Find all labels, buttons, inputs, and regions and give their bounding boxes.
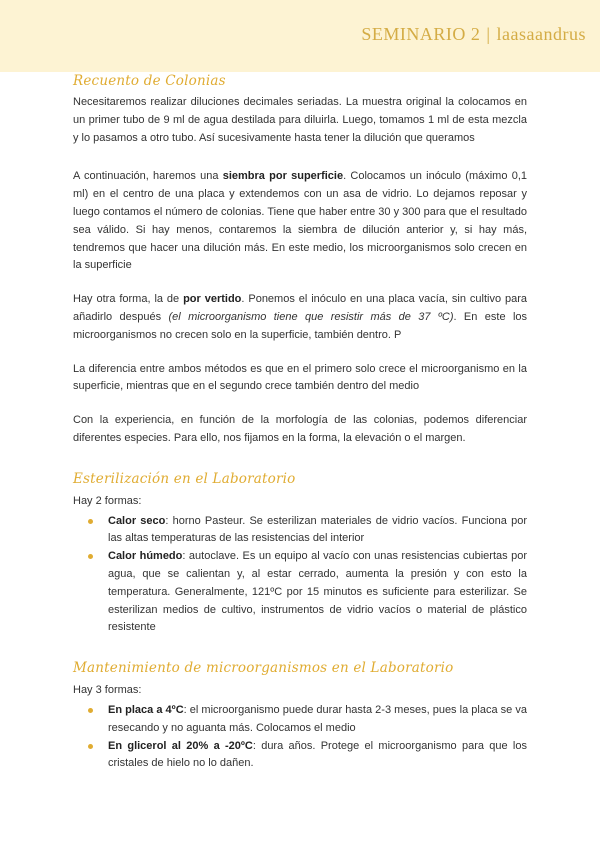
paragraph-experiencia: Con la experiencia, en función de la morfología de las colonias, podemos diferenciar diferentes especies. Para ello, nos fijamos en la forma, la elevación o el margen. [73,414,527,444]
term-siembra-superficie: siembra por superficie [222,170,344,183]
list-item: En placa a 4ºC: el microorganismo puede durar hasta 2-3 meses, pues la placa se va resecando y no aguanta más. Colocamos el medio [73,702,527,738]
heading-esterilizacion: Esterilización en el Laboratorio [73,470,296,487]
paragraph-diferencia: La diferencia entre ambos métodos es que en el primero solo crece el microorganismo en la superficie, mientras que en el segundo crece también dentro del medio [73,362,527,393]
heading-mantenimiento: Mantenimiento de microorganismos en el Laboratorio [73,660,454,677]
list-item: Calor seco: horno Pasteur. Se esterilizan materiales de vidrio vacíos. Funciona por las altas temperaturas de las resistencias del interior [73,513,527,549]
mantenimiento-intro: Hay 3 formas: [73,684,142,697]
heading-recuento: Recuento de Colonias [73,73,226,89]
author-name: laasaandrus [496,24,586,44]
list-item: Calor húmedo: autoclave. Es un equipo al vacío con unas resistencias cubiertas por agua, que se calientan y, al estar cerrado, aumenta la presión y con esto la temperatura. Generalmente, 121ºC por 15 minutos es suficiente para esterilizar. Se esterilizan medios de cultivo, instrumentos de vidrio vacíos o material de plástico resistente [73,548,527,637]
document-body [73,73,527,773]
bullet-icon [88,744,93,749]
esterilizacion-list [73,513,527,638]
term-por-vertido: por vertido [183,293,242,306]
paragraph-diluciones: Necesitaremos realizar diluciones decimales seriadas. La muestra original la colocamos en un primer tubo de 9 ml de agua destilada para diluirla. Luego, tomamos 1 ml de esta mezcla y lo pasamos a otro tubo. Así sucesivamente hasta tener la dilución que queramos [73,96,527,144]
bullet-icon [88,708,93,713]
header-separator: | [486,24,491,44]
bullet-icon [88,554,93,559]
list-item: En glicerol al 20% a -20ºC: dura años. Protege el microorganismo para que los cristales de hielo no lo dañen. [73,738,527,774]
esterilizacion-intro: Hay 2 formas: [73,494,142,507]
header-title [361,24,586,45]
note-temperatura: (el microorganismo tiene que resistir más de 37 ºC) [168,310,454,323]
paragraph-vertido: Hay otra forma, la de por vertido. Ponemos el inóculo en una placa vacía, sin cultivo para añadirlo después (el microorganismo tiene que resistir más de 37 ºC). En este los microorganismos no crecen solo en la superficie, también dentro. P [73,293,528,341]
bullet-icon [88,519,93,524]
paragraph-siembra-superficie: A continuación, haremos una siembra por superficie. Colocamos un inóculo (máximo 0,1 ml) en el centro de una placa y extendemos con un asa de vidrio. Lo dejamos reposar y luego contamos el número de colonias. Tiene que haber entre 30 y 300 para que el resultado sea válido. Si hay menos, contaremos la siembra de dilución anterior y, si hay más, tendremos que hacer una dilución más. En este medio, los microorganismos solo crecen en la superficie [73,170,527,272]
header-band [0,0,600,72]
seminar-title: SEMINARIO 2 [361,24,481,44]
mantenimiento-list [73,702,527,773]
